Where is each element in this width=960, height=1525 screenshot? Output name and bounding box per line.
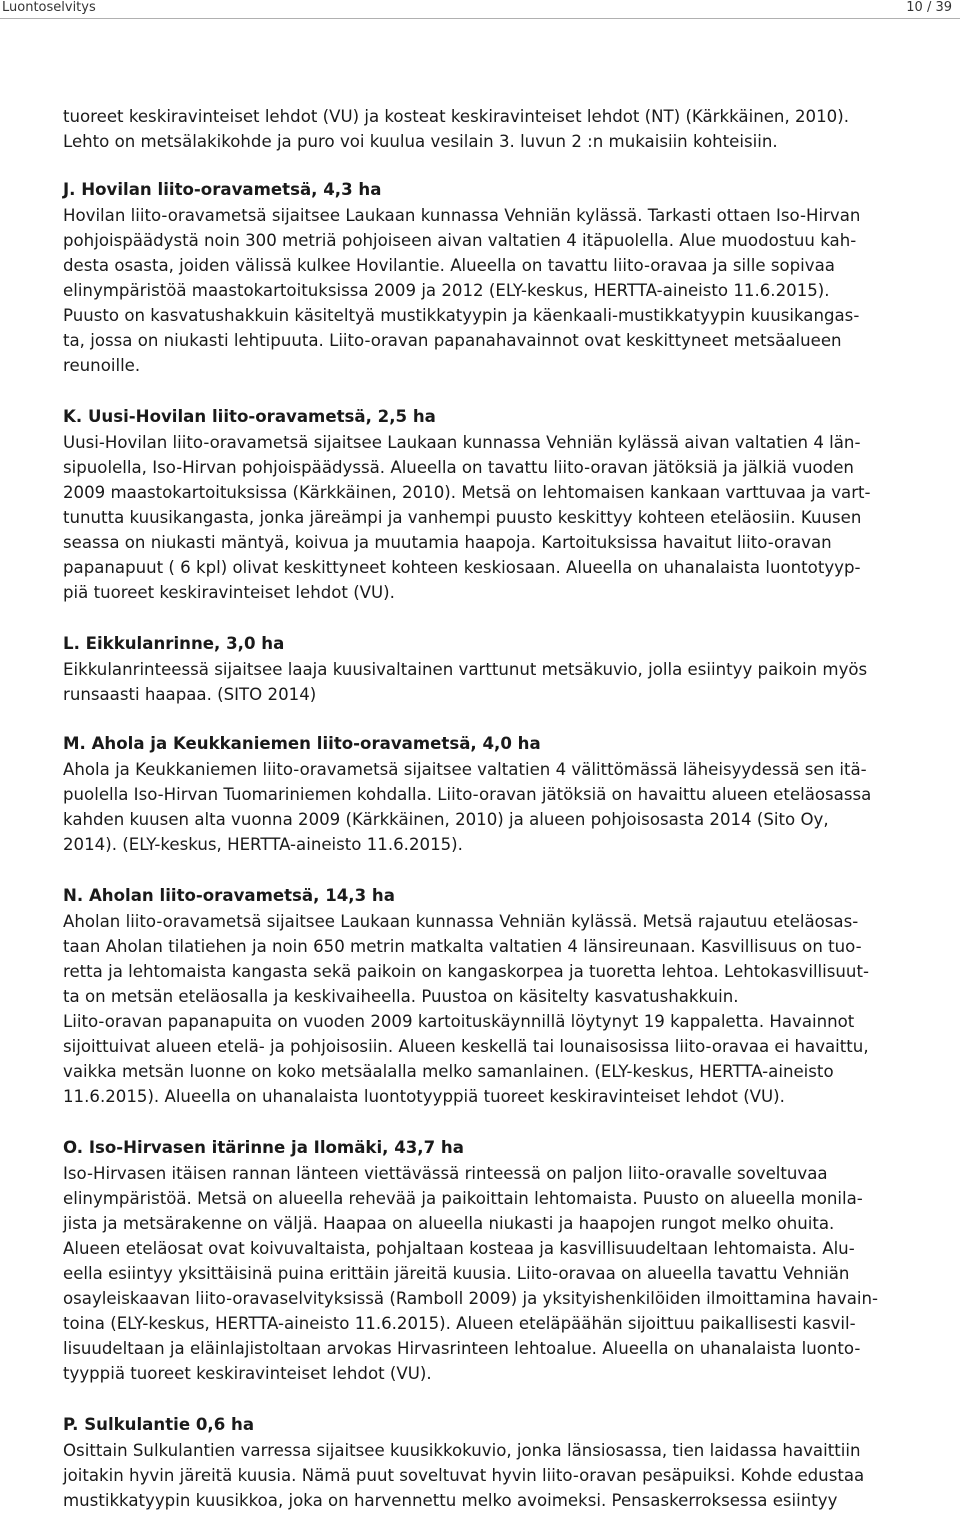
page-header xyxy=(0,0,960,19)
page-number: 10 / 39 xyxy=(906,0,952,15)
text-line: Liito-oravan papanapuita on vuoden 2009 kartoituskäynnillä löytynyt 19 kappaletta. Havainnot xyxy=(63,1012,855,1031)
text-line: 2009 maastokartoituksissa (Kärkkäinen, 2010). Metsä on lehtomaisen kankaan varttuvaa ja vart- xyxy=(63,483,871,502)
text-line: desta osasta, joiden välissä kulkee Hovilantie. Alueella on tavattu liito-oravaa ja sille sopivaa xyxy=(63,256,835,275)
text-line: kahden kuusen alta vuonna 2009 (Kärkkäinen, 2010) ja alueen pohjoisosasta 2014 (Sito Oy, xyxy=(63,810,829,829)
text-line: eella esiintyy yksittäisinä puina erittäin järeitä kuusia. Liito-oravaa on alueella tavattu Vehniän xyxy=(63,1264,850,1283)
text-line: Iso-Hirvasen itäisen rannan länteen viettävässä rinteessä on paljon liito-oravalle soveltuvaa xyxy=(63,1164,828,1183)
text-line: Uusi-Hovilan liito-oravametsä sijaitsee Laukaan kunnassa Vehniän kylässä aivan valtatien 4 län- xyxy=(63,433,861,452)
section-heading: K. Uusi-Hovilan liito-oravametsä, 2,5 ha xyxy=(63,407,436,426)
text-line: toina (ELY-keskus, HERTTA-aineisto 11.6.2015). Alueen eteläpäähän sijoittuu paikallisesti kasvil- xyxy=(63,1314,856,1333)
text-line: 11.6.2015). Alueella on uhanalaista luontotyyppiä tuoreet keskiravinteiset lehdot (VU). xyxy=(63,1087,785,1106)
text-line: piä tuoreet keskiravinteiset lehdot (VU). xyxy=(63,583,395,602)
text-line: sijoittuivat alueen etelä- ja pohjoisosiin. Alueen keskellä tai lounaisosissa liito-oravaa ei havaittu, xyxy=(63,1037,869,1056)
text-line: lisuudeltaan ja eläinlajistoltaan arvokas Hirvasrinteen lehtoalue. Alueella on uhanalaista luonto- xyxy=(63,1339,861,1358)
text-line: Ahola ja Keukkaniemen liito-oravametsä sijaitsee valtatien 4 välittömässä läheisyydessä sen itä- xyxy=(63,760,867,779)
text-line: ta, jossa on niukasti lehtipuuta. Liito-oravan papanahavainnot ovat keskittyneet metsäalueen xyxy=(63,331,842,350)
text-line: sipuolella, Iso-Hirvan pohjoispäädyssä. Alueella on tavattu liito-oravan jätöksiä ja jälkiä vuoden xyxy=(63,458,854,477)
text-line: jista ja metsärakenne on väljä. Haapaa on alueella niukasti ja haapojen rungot melko ohuita. xyxy=(63,1214,835,1233)
section-heading: P. Sulkulantie 0,6 ha xyxy=(63,1415,255,1434)
section-heading: O. Iso-Hirvasen itärinne ja Ilomäki, 43,7 ha xyxy=(63,1138,464,1157)
section-heading: N. Aholan liito-oravametsä, 14,3 ha xyxy=(63,886,395,905)
text-line: reunoille. xyxy=(63,356,141,375)
text-line: tyyppiä tuoreet keskiravinteiset lehdot (VU). xyxy=(63,1364,432,1383)
text-line: elinympäristöä maastokartoituksissa 2009 ja 2012 (ELY-keskus, HERTTA-aineisto 11.6.2015). xyxy=(63,281,830,300)
text-line: Osittain Sulkulantien varressa sijaitsee kuusikkokuvio, jonka länsiosassa, tien laidassa havaittiin xyxy=(63,1441,861,1460)
text-line: Puusto on kasvatushakkuin käsiteltyä mustikkatyypin ja käenkaali-mustikkatyypin kuusikangas- xyxy=(63,306,860,325)
text-line: Alueen eteläosat ovat koivuvaltaista, pohjaltaan kosteaa ja kasvillisuudeltaan lehtomaista. Alu- xyxy=(63,1239,855,1258)
text-line: retta ja lehtomaista kangasta sekä paikoin on kangaskorpea ja tuoretta lehtoa. Lehtokasvillisuut- xyxy=(63,962,869,981)
text-line: osayleiskaavan liito-oravaselvityksissä (Ramboll 2009) ja yksityishenkilöiden ilmoittamina havain- xyxy=(63,1289,879,1308)
text-line: Lehto on metsälakikohde ja puro voi kuulua vesilain 3. luvun 2 :n mukaisiin kohteisiin. xyxy=(63,132,778,151)
text-line: tunutta kuusikangasta, jonka järeämpi ja vanhempi puusto keskittyy kohteen eteläosiin. Kuusen xyxy=(63,508,862,527)
text-line: runsaasti haapaa. (SITO 2014) xyxy=(63,685,317,704)
text-line: Hovilan liito-oravametsä sijaitsee Laukaan kunnassa Vehniän kylässä. Tarkasti ottaen Iso-Hirvan xyxy=(63,206,861,225)
text-line: puolella Iso-Hirvan Tuomariniemen kohdalla. Liito-oravan jätöksiä on havaittu alueen eteläosassa xyxy=(63,785,872,804)
text-line: papanapuut ( 6 kpl) olivat keskittyneet kohteen keskiosaan. Alueella on uhanalaista luontotyyp- xyxy=(63,558,861,577)
text-line: vaikka metsän luonne on koko metsäalalla melko samanlainen. (ELY-keskus, HERTTA-aineisto xyxy=(63,1062,834,1081)
text-line: mustikkatyypin kuusikkoa, joka on harvennettu melko avoimeksi. Pensaskerroksessa esiintyy xyxy=(63,1491,838,1510)
text-line: joitakin hyvin järeitä kuusia. Nämä puut soveltuvat hyvin liito-oravan pesäpuiksi. Kohde edustaa xyxy=(63,1466,865,1485)
text-line: seassa on niukasti mäntyä, koivua ja muutamia haapoja. Kartoituksissa havaitut liito-oravan xyxy=(63,533,832,552)
text-line: Aholan liito-oravametsä sijaitsee Laukaan kunnassa Vehniän kylässä. Metsä rajautuu eteläosas- xyxy=(63,912,859,931)
document-title: Luontoselvitys xyxy=(2,0,96,15)
text-line: pohjoispäädystä noin 300 metriä pohjoiseen aivan valtatien 4 itäpuolella. Alue muodostuu kah- xyxy=(63,231,857,250)
text-line: Eikkulanrinteessä sijaitsee laaja kuusivaltainen varttunut metsäkuvio, jolla esiintyy paikoin myös xyxy=(63,660,868,679)
section-heading: J. Hovilan liito-oravametsä, 4,3 ha xyxy=(63,180,382,199)
text-line: 2014). (ELY-keskus, HERTTA-aineisto 11.6.2015). xyxy=(63,835,463,854)
text-line: taan Aholan tilatiehen ja noin 650 metrin matkalta valtatien 4 länsireunaan. Kasvillisuus on tuo- xyxy=(63,937,862,956)
text-line: ta on metsän eteläosalla ja keskivaiheella. Puustoa on käsitelty kasvatushakkuin. xyxy=(63,987,739,1006)
text-line: tuoreet keskiravinteiset lehdot (VU) ja kosteat keskiravinteiset lehdot (NT) (Kärkkäinen, 2010). xyxy=(63,107,849,126)
section-heading: M. Ahola ja Keukkaniemen liito-oravametsä, 4,0 ha xyxy=(63,734,541,753)
text-line: elinympäristöä. Metsä on alueella rehevää ja paikoittain lehtomaista. Puusto on alueella monila- xyxy=(63,1189,863,1208)
section-heading: L. Eikkulanrinne, 3,0 ha xyxy=(63,634,285,653)
